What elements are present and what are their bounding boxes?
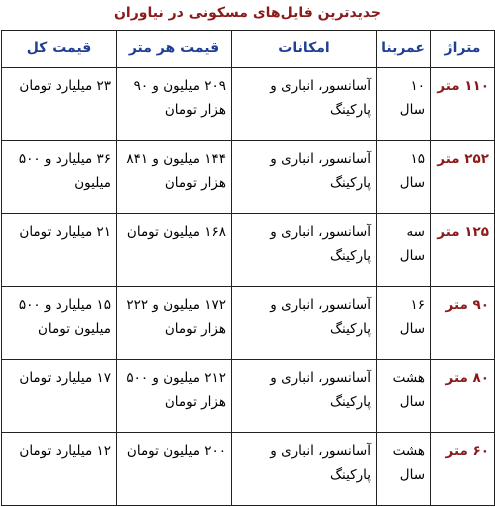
table-row [2, 287, 495, 360]
cell-age: ۱۰ سال [377, 68, 431, 141]
cell-area: ۶۰ متر [431, 433, 495, 506]
cell-area: ۹۰ متر [431, 287, 495, 360]
cell-total-price: ۱۷ میلیارد تومان [2, 360, 117, 433]
table-row [2, 68, 495, 141]
cell-amenities: آسانسور، انباری و پارکینگ [232, 360, 377, 433]
cell-price-per-meter: ۱۶۸ میلیون تومان [117, 214, 232, 287]
cell-total-price: ۱۵ میلیارد و ۵۰۰ میلیون تومان [2, 287, 117, 360]
cell-area: ۱۲۵ متر [431, 214, 495, 287]
table-row [2, 214, 495, 287]
cell-age: هشت سال [377, 433, 431, 506]
cell-age: ۱۵ سال [377, 141, 431, 214]
header-age: عمربنا [377, 31, 431, 68]
cell-total-price: ۲۳ میلیارد تومان [2, 68, 117, 141]
cell-amenities: آسانسور، انباری و پارکینگ [232, 433, 377, 506]
cell-amenities: آسانسور، انباری و پارکینگ [232, 141, 377, 214]
cell-area: ۸۰ متر [431, 360, 495, 433]
cell-price-per-meter: ۱۷۲ میلیون و ۲۲۲ هزار تومان [117, 287, 232, 360]
table-row [2, 141, 495, 214]
header-price-per-meter: قیمت هر متر [117, 31, 232, 68]
cell-amenities: آسانسور، انباری و پارکینگ [232, 287, 377, 360]
header-area: متراژ [431, 31, 495, 68]
header-total-price: قیمت کل [2, 31, 117, 68]
cell-total-price: ۲۱ میلیارد تومان [2, 214, 117, 287]
listings-table [1, 30, 495, 506]
cell-total-price: ۳۶ میلیارد و ۵۰۰ میلیون [2, 141, 117, 214]
cell-amenities: آسانسور، انباری و پارکینگ [232, 68, 377, 141]
table-row [2, 360, 495, 433]
cell-price-per-meter: ۱۴۴ میلیون و ۸۴۱ هزار تومان [117, 141, 232, 214]
cell-amenities: آسانسور، انباری و پارکینگ [232, 214, 377, 287]
cell-age: ۱۶ سال [377, 287, 431, 360]
cell-age: سه سال [377, 214, 431, 287]
table-header-row [2, 31, 495, 68]
header-amenities: امکانات [232, 31, 377, 68]
cell-price-per-meter: ۲۱۲ میلیون و ۵۰۰ هزار تومان [117, 360, 232, 433]
cell-age: هشت سال [377, 360, 431, 433]
cell-total-price: ۱۲ میلیارد تومان [2, 433, 117, 506]
table-row [2, 433, 495, 506]
page-title: جدیدترین فایل‌های مسکونی در نیاوران [113, 5, 382, 21]
cell-area: ۱۱۰ متر [431, 68, 495, 141]
cell-area: ۲۵۲ متر [431, 141, 495, 214]
cell-price-per-meter: ۲۰۹ میلیون و ۹۰ هزار تومان [117, 68, 232, 141]
cell-price-per-meter: ۲۰۰ میلیون تومان [117, 433, 232, 506]
